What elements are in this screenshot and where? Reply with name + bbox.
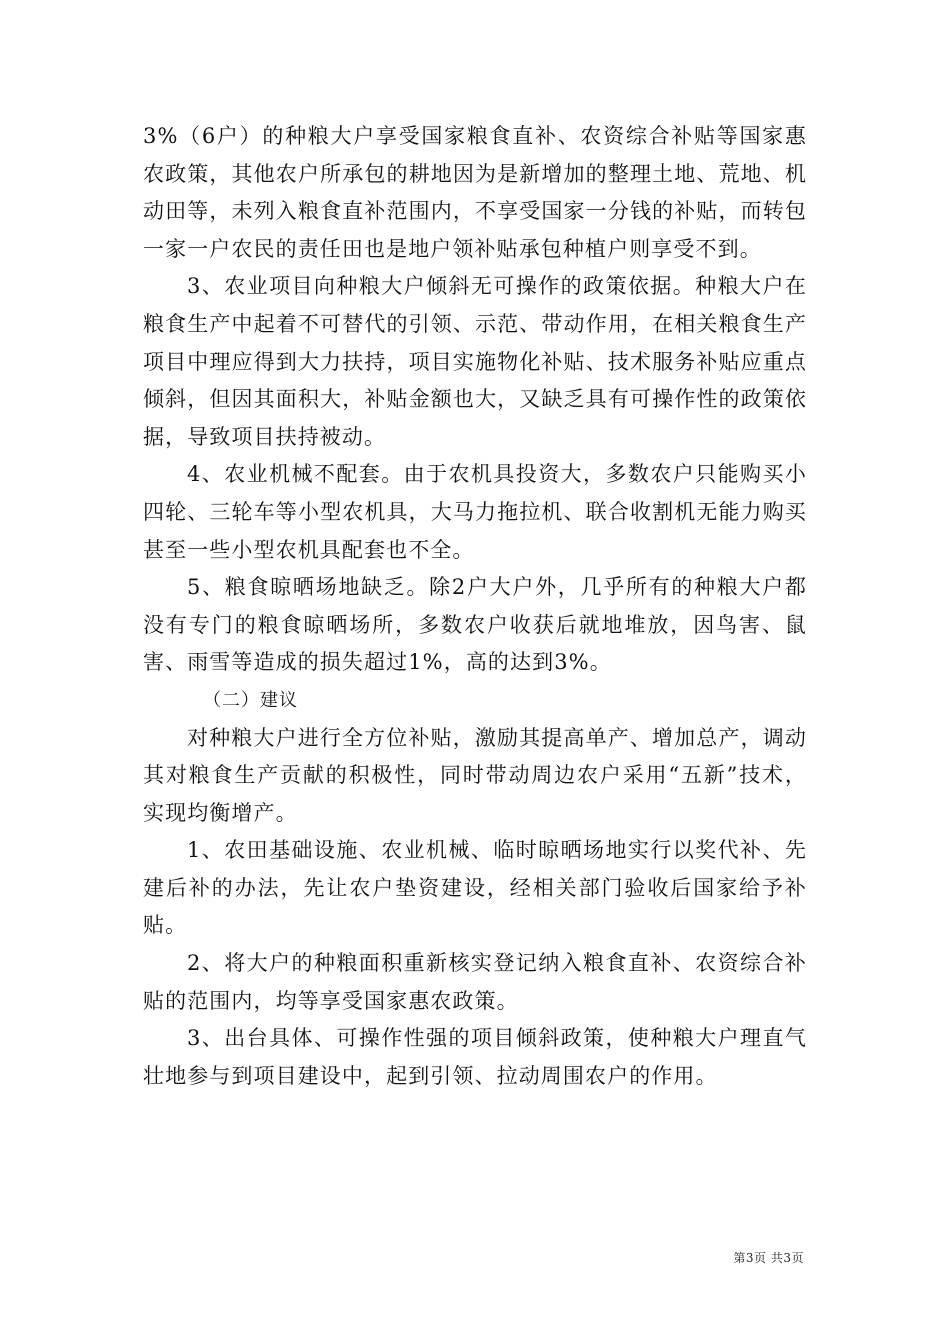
- document-body: [143, 118, 807, 1095]
- paragraph-item-3: 3、农业项目向种粮大户倾斜无可操作的政策依据。种粮大户在粮食生产中起着不可替代的引领、示范、带动作用，在相关粮食生产项目中理应得到大力扶持，项目实施物化补贴、技术服务补贴应重点倾斜，但因其面积大，补贴金额也大，又缺乏具有可操作性的政策依据，导致项目扶持被动。: [143, 274, 807, 449]
- paragraph-suggestion-intro: 对种粮大户进行全方位补贴，激励其提高单产、增加总产，调动其对粮食生产贡献的积极性，同时带动周边农户采用“五新”技术，实现均衡增产。: [143, 725, 808, 825]
- paragraph-item-5: 5、粮食晾晒场地缺乏。除2户大户外，几乎所有的种粮大户都没有专门的粮食晾晒场所，多数农户收获后就地堆放，因鸟害、鼠害、雨雪等造成的损失超过1%，高的达到3%。: [143, 575, 807, 675]
- paragraph-continuation: 3%（6户）的种粮大户享受国家粮食直补、农资综合补贴等国家惠农政策，其他农户所承包的耕地因为是新增加的整理土地、荒地、机动田等，未列入粮食直补范围内，不享受国家一分钱的补贴，而转包一家一户农民的责任田也是地户领补贴承包种植户则享受不到。: [143, 124, 807, 261]
- paragraph-suggestion-3: 3、出台具体、可操作性强的项目倾斜政策，使种粮大户理直气壮地参与到项目建设中，起到引领、拉动周围农户的作用。: [143, 1026, 807, 1088]
- section-heading-suggestions: （二）建议: [203, 689, 298, 711]
- paragraph-item-4: 4、农业机械不配套。由于农机具投资大，多数农户只能购买小四轮、三轮车等小型农机具，大马力拖拉机、联合收割机无能力购买甚至一些小型农机具配套也不全。: [143, 462, 807, 562]
- paragraph-suggestion-2: 2、将大户的种粮面积重新核实登记纳入粮食直补、农资综合补贴的范围内，均等享受国家惠农政策。: [143, 951, 807, 1013]
- paragraph-suggestion-1: 1、农田基础设施、农业机械、临时晾晒场地实行以奖代补、先建后补的办法，先让农户垫资建设，经相关部门验收后国家给予补贴。: [143, 838, 807, 938]
- page-number-footer: 第3页 共3页: [733, 1251, 804, 1265]
